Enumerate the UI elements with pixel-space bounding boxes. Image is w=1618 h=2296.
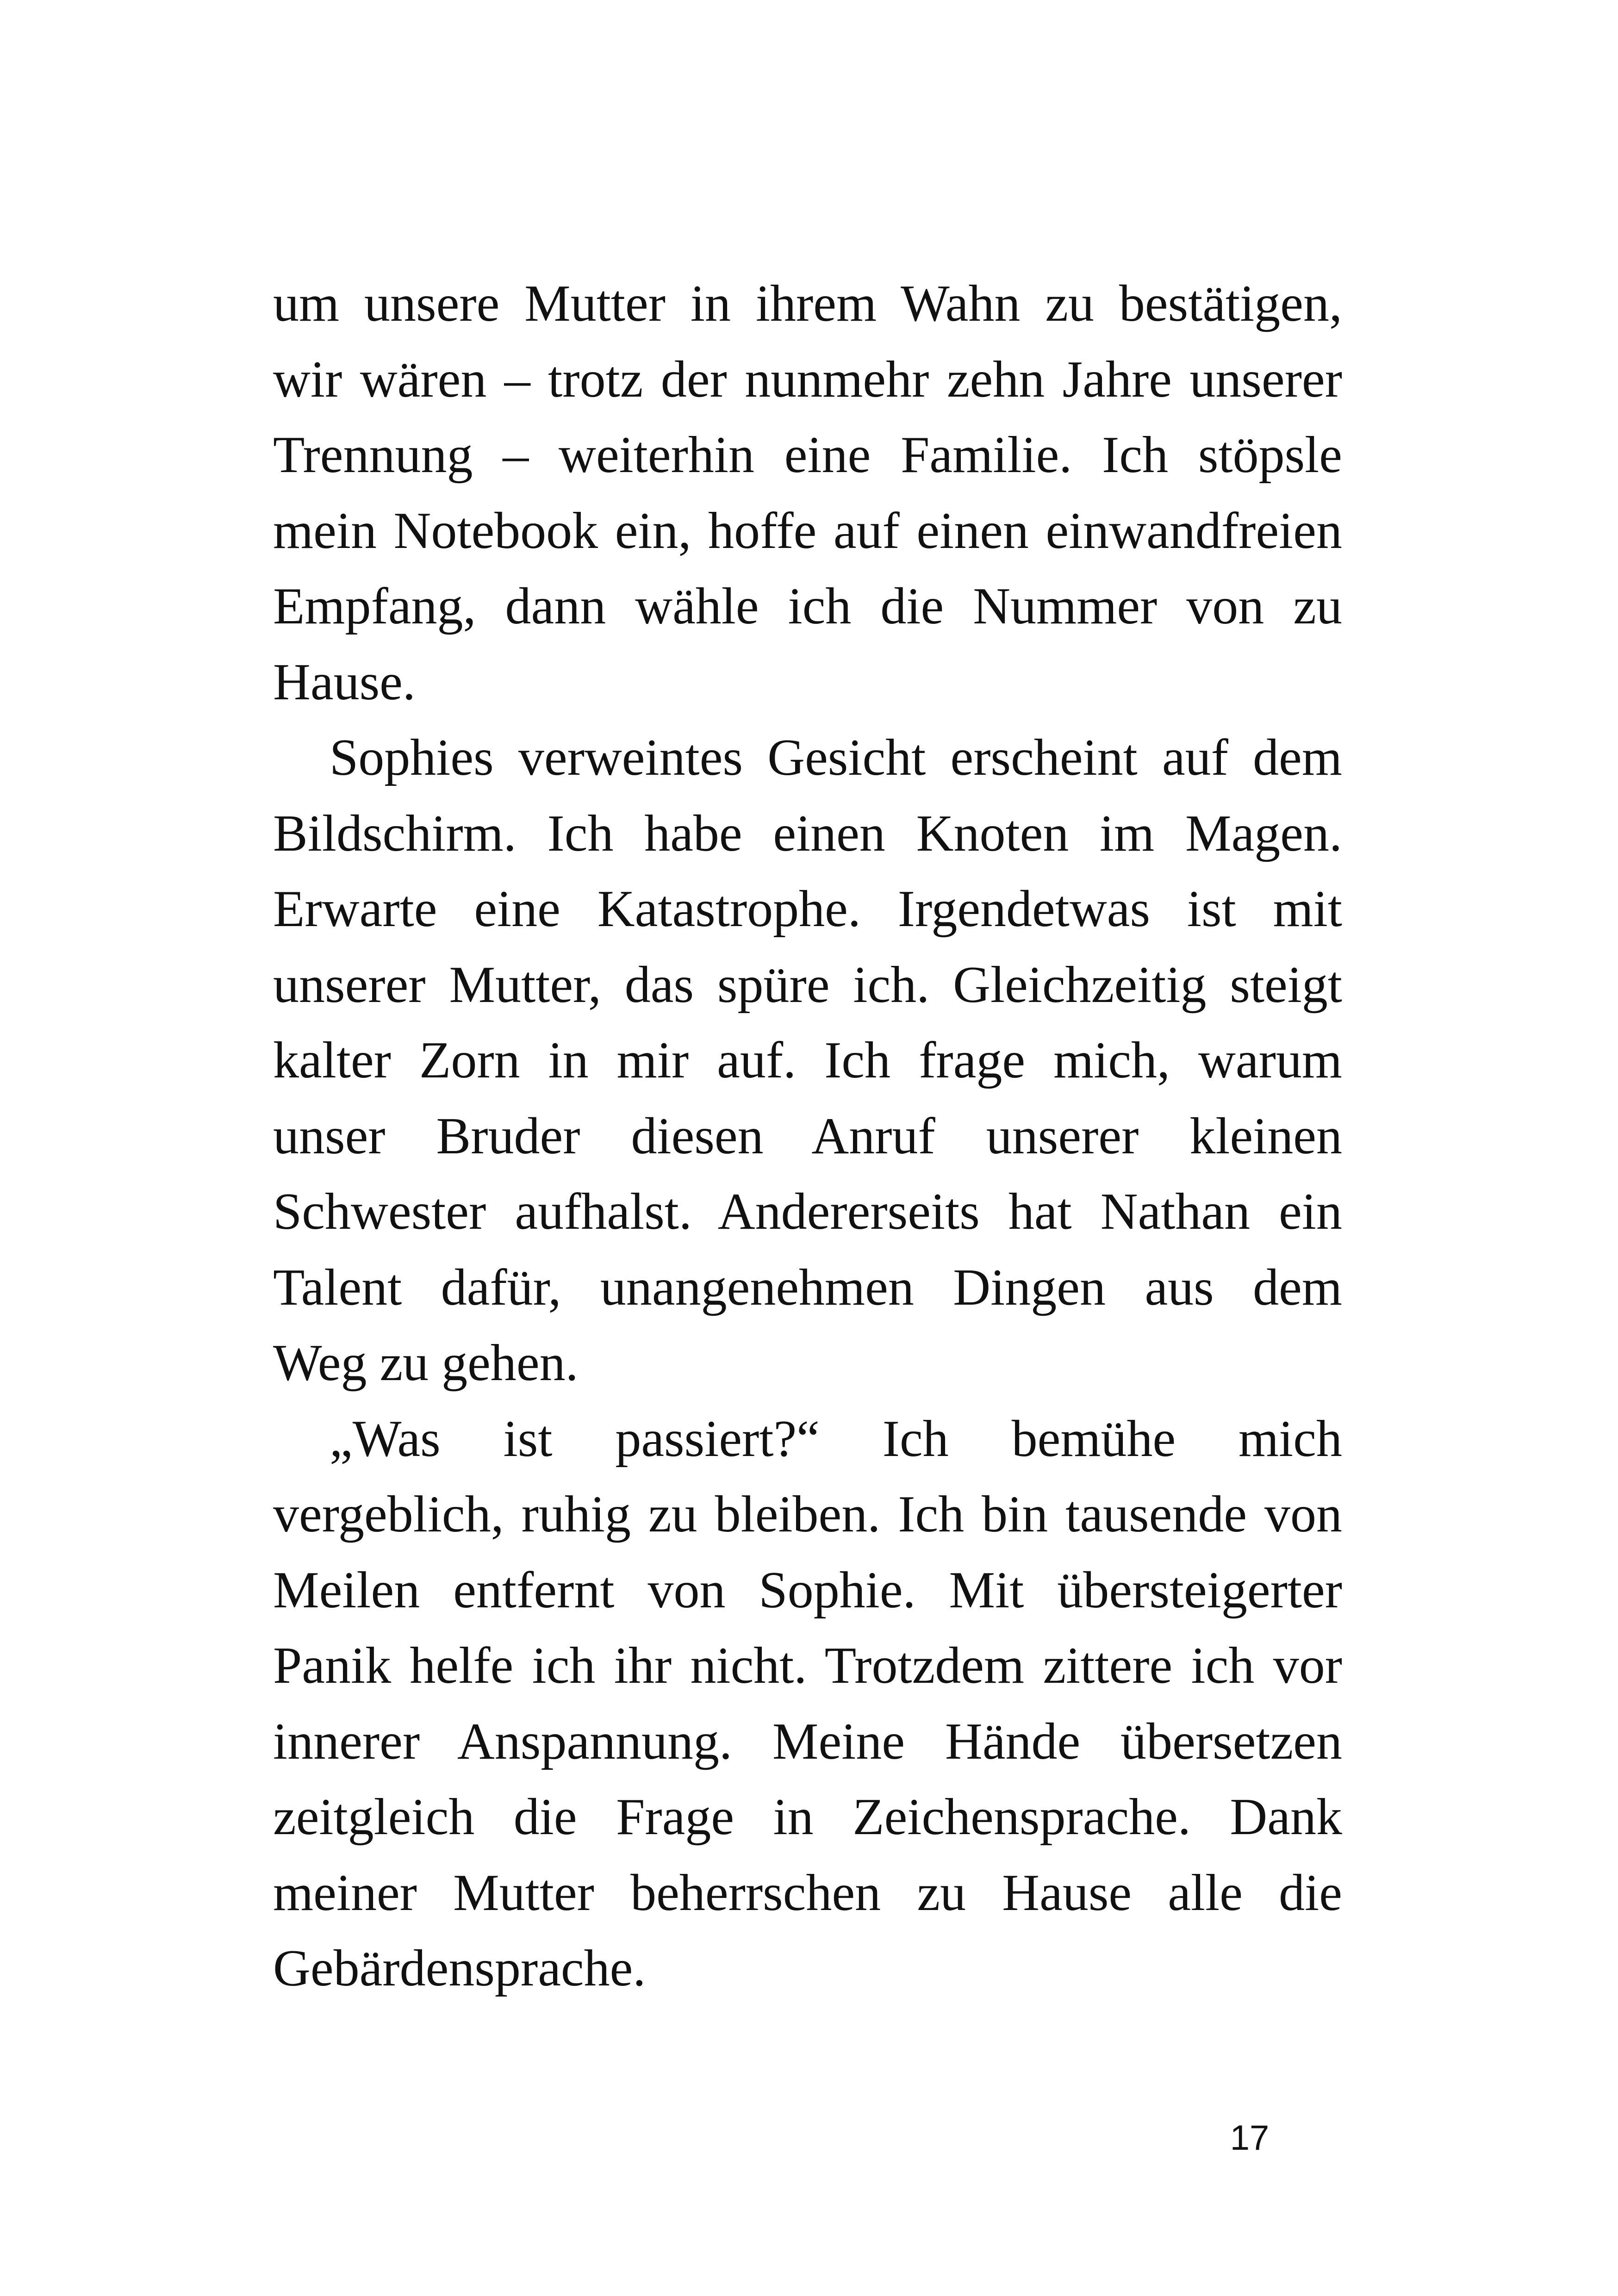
- text-line: um unsere Mutter in ihrem Wahn zu bestätigen,: [273, 275, 1342, 332]
- text-line: kalter Zorn in mir auf. Ich frage mich, warum: [273, 1032, 1342, 1089]
- text-line: unser Bruder diesen Anruf unserer kleinen: [273, 1107, 1342, 1165]
- text-line: innerer Anspannung. Meine Hände übersetzen: [273, 1712, 1342, 1770]
- text-line: vergeblich, ruhig zu bleiben. Ich bin tausende von: [273, 1486, 1342, 1543]
- text-line: Meilen entfernt von Sophie. Mit übersteigerter: [273, 1561, 1342, 1619]
- text-line: Panik helfe ich ihr nicht. Trotzdem zittere ich vor: [273, 1637, 1342, 1694]
- text-line: unserer Mutter, das spüre ich. Gleichzeitig steigt: [273, 956, 1342, 1014]
- page-number: 17: [1230, 2118, 1270, 2158]
- text-line: Bildschirm. Ich habe einen Knoten im Magen.: [273, 804, 1342, 862]
- text-line: Schwester aufhalst. Andererseits hat Nathan ein: [273, 1183, 1342, 1240]
- text-line: Empfang, dann wähle ich die Nummer von zu: [273, 578, 1342, 635]
- text-line: wir wären – trotz der nunmehr zehn Jahre unserer: [273, 350, 1342, 408]
- text-line: meiner Mutter beherrschen zu Hause alle die: [273, 1864, 1342, 1922]
- text-line: Trennung – weiterhin eine Familie. Ich stöpsle: [273, 426, 1342, 484]
- text-line: Erwarte eine Katastrophe. Irgendetwas ist mit: [273, 880, 1342, 938]
- text-line: „Was ist passiert?“ Ich bemühe mich: [330, 1410, 1342, 1468]
- text-line: zeitgleich die Frage in Zeichensprache. Dank: [273, 1788, 1342, 1846]
- text-line: Gebärdensprache.: [273, 1940, 646, 1997]
- text-line: Talent dafür, unangenehmen Dingen aus dem: [273, 1258, 1342, 1316]
- body-text: [273, 266, 1342, 2007]
- text-line: Sophies verweintes Gesicht erscheint auf dem: [330, 729, 1342, 786]
- text-line: Weg zu gehen.: [273, 1334, 579, 1392]
- text-line: mein Notebook ein, hoffe auf einen einwandfreien: [273, 502, 1342, 560]
- text-line: Hause.: [273, 653, 416, 711]
